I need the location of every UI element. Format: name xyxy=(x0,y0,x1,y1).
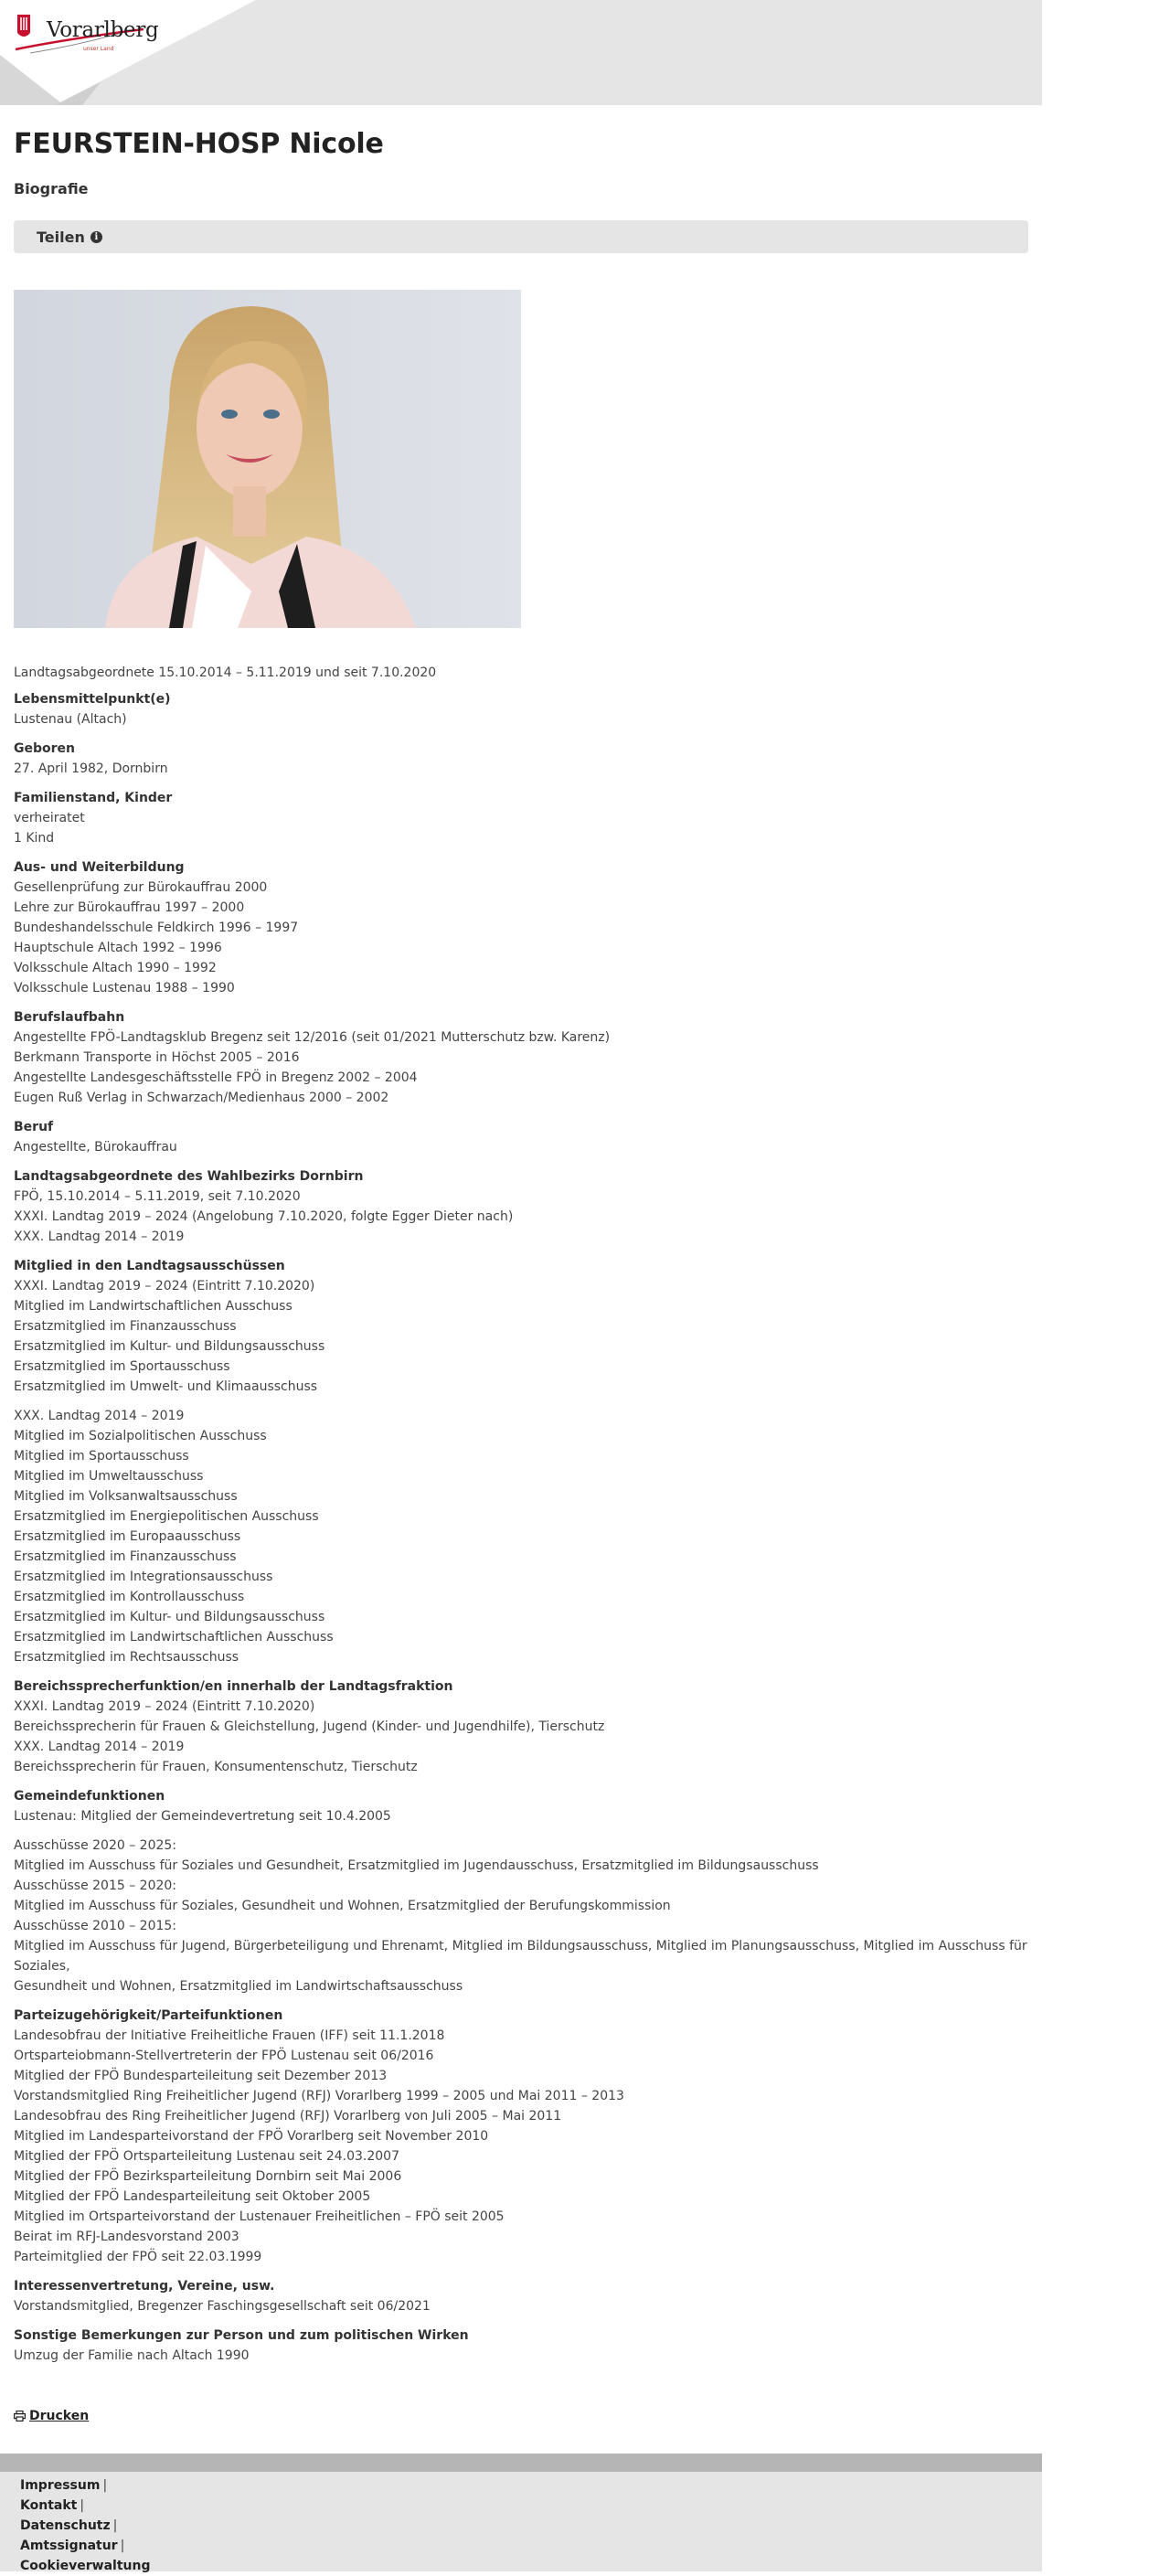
footer-link-impressum[interactable]: Impressum xyxy=(20,2478,101,2493)
bio-section xyxy=(14,689,1028,729)
bio-section-title: Geboren xyxy=(14,741,75,756)
bio-line: Ersatzmitglied im Integrationsausschuss xyxy=(14,1570,273,1584)
bio-line: Bundeshandelsschule Feldkirch 1996 – 1997 xyxy=(14,921,299,935)
bio-line: Landesobfrau der Initiative Freiheitliche Frauen (IFF) seit 11.1.2018 xyxy=(14,2028,445,2043)
bio-section xyxy=(14,1117,1028,1157)
site-header xyxy=(0,0,1042,105)
footer-separator: | xyxy=(102,2478,108,2493)
bio-line: XXX. Landtag 2014 – 2019 xyxy=(14,1740,185,1754)
bio-line: Umzug der Familie nach Altach 1990 xyxy=(14,2348,250,2363)
footer-item xyxy=(20,2556,1042,2576)
bio-line: Beirat im RFJ-Landesvorstand 2003 xyxy=(14,2230,239,2244)
footer-divider xyxy=(0,2454,1042,2472)
bio-line: Vorstandsmitglied, Bregenzer Faschingsgesellschaft seit 06/2021 xyxy=(14,2299,431,2314)
bio-line: Eugen Ruß Verlag in Schwarzach/Medienhaus 2000 – 2002 xyxy=(14,1091,389,1105)
info-icon: i xyxy=(90,231,102,243)
footer-item xyxy=(20,2536,1042,2556)
page-title: FEURSTEIN-HOSP Nicole xyxy=(14,128,384,160)
bio-line: Ersatzmitglied im Kultur- und Bildungsausschuss xyxy=(14,1610,325,1624)
bio-line: Ersatzmitglied im Landwirtschaftlichen Ausschuss xyxy=(14,1630,334,1645)
bio-section xyxy=(14,788,1028,848)
bio-line: Volksschule Lustenau 1988 – 1990 xyxy=(14,981,235,995)
bio-section xyxy=(14,1786,1028,1996)
bio-section xyxy=(14,2006,1028,2267)
footer-link-amtssignatur[interactable]: Amtssignatur xyxy=(20,2539,118,2553)
bio-section xyxy=(14,1007,1028,1108)
footer-item xyxy=(20,2475,1042,2496)
bio-line: Mitglied im Sportausschuss xyxy=(14,1449,189,1464)
printer-icon xyxy=(14,2411,26,2422)
bio-section-title: Beruf xyxy=(14,1120,54,1134)
bio-section xyxy=(14,1256,1028,1667)
footer-link-datenschutz[interactable]: Datenschutz xyxy=(20,2518,111,2533)
bio-line: Ausschüsse 2010 – 2015: xyxy=(14,1919,177,1933)
bio-section-title: Berufslaufbahn xyxy=(14,1010,125,1025)
bio-line: Mitglied der FPÖ Bundesparteileitung seit Dezember 2013 xyxy=(14,2069,388,2083)
bio-line: Ersatzmitglied im Energiepolitischen Ausschuss xyxy=(14,1509,319,1524)
footer-item xyxy=(20,2516,1042,2536)
bio-line: XXXI. Landtag 2019 – 2024 (Angelobung 7.10.2020, folgte Egger Dieter nach) xyxy=(14,1209,514,1224)
bio-line: 27. April 1982, Dornbirn xyxy=(14,761,168,776)
bio-section-title: Gemeindefunktionen xyxy=(14,1789,165,1804)
bio-line: Berkmann Transporte in Höchst 2005 – 2016 xyxy=(14,1050,300,1065)
page-subtitle: Biografie xyxy=(14,180,89,197)
bio-line: Ortsparteiobmann-Stellvertreterin der FPÖ Lustenau seit 06/2016 xyxy=(14,2049,434,2063)
bio-line: Ersatzmitglied im Finanzausschuss xyxy=(14,1549,237,1564)
bio-line: Mitglied der FPÖ Bezirksparteileitung Dornbirn seit Mai 2006 xyxy=(14,2169,402,2184)
bio-section xyxy=(14,2276,1028,2316)
bio-line: XXX. Landtag 2014 – 2019 xyxy=(14,1229,185,1244)
bio-section-title: Landtagsabgeordnete des Wahlbezirks Dornbirn xyxy=(14,1169,364,1184)
bio-line: Gesundheit und Wohnen, Ersatzmitglied im Landwirtschaftsausschuss xyxy=(14,1979,463,1994)
bio-line: Angestellte FPÖ-Landtagsklub Bregenz seit 12/2016 (seit 01/2021 Mutterschutz bzw. Karenz) xyxy=(14,1030,611,1045)
bio-section xyxy=(14,2326,1028,2366)
bio-line: Ersatzmitglied im Kultur- und Bildungsausschuss xyxy=(14,1339,325,1354)
bio-line: Mitglied der FPÖ Landesparteileitung seit Oktober 2005 xyxy=(14,2189,371,2204)
bio-block-gap xyxy=(14,1826,1028,1836)
bio-line: Mitglied im Landesparteivorstand der FPÖ Vorarlberg seit November 2010 xyxy=(14,2129,489,2144)
footer-separator: | xyxy=(80,2498,85,2513)
bio-line: Ausschüsse 2020 – 2025: xyxy=(14,1838,177,1853)
bio-line: Ersatzmitglied im Europaausschuss xyxy=(14,1529,241,1544)
bio-section-title: Mitglied in den Landtagsausschüssen xyxy=(14,1259,285,1273)
bio-line: Mitglied im Sozialpolitischen Ausschuss xyxy=(14,1429,267,1443)
bio-section-title: Lebensmittelpunkt(e) xyxy=(14,692,171,707)
bio-line: Lehre zur Bürokauffrau 1997 – 2000 xyxy=(14,900,245,915)
footer-separator: | xyxy=(112,2518,118,2533)
bio-line: XXX. Landtag 2014 – 2019 xyxy=(14,1409,185,1423)
footer-separator: | xyxy=(120,2539,125,2553)
bio-line: Lustenau: Mitglied der Gemeindevertretung seit 10.4.2005 xyxy=(14,1809,391,1824)
bio-section-title: Sonstige Bemerkungen zur Person und zum politischen Wirken xyxy=(14,2328,469,2343)
bio-line: FPÖ, 15.10.2014 – 5.11.2019, seit 7.10.2020 xyxy=(14,1189,301,1204)
bio-section-title: Parteizugehörigkeit/Parteifunktionen xyxy=(14,2008,283,2023)
logo-text: Vorarlberg xyxy=(47,18,159,42)
bio-section xyxy=(14,1677,1028,1777)
bio-line: Mitglied im Volksanwaltsausschuss xyxy=(14,1489,238,1504)
bio-section-title: Aus- und Weiterbildung xyxy=(14,860,185,875)
logo-subtext: unser Land xyxy=(83,46,114,52)
intro-text: Landtagsabgeordnete 15.10.2014 – 5.11.2019 und seit 7.10.2020 xyxy=(14,665,437,680)
bio-section xyxy=(14,857,1028,998)
portrait-photo xyxy=(14,290,521,628)
bio-section-title: Familienstand, Kinder xyxy=(14,791,173,805)
bio-block-gap xyxy=(14,1397,1028,1406)
footer-item xyxy=(20,2496,1042,2516)
bio-line: Mitglied der FPÖ Ortsparteileitung Lustenau seit 24.03.2007 xyxy=(14,2149,399,2164)
main-content xyxy=(14,105,1028,2425)
bio-line: Bereichssprecherin für Frauen & Gleichstellung, Jugend (Kinder- und Jugendhilfe), Tierschutz xyxy=(14,1719,605,1734)
site-footer xyxy=(0,2472,1042,2571)
bio-section-title: Bereichssprecherfunktion/en innerhalb der Landtagsfraktion xyxy=(14,1679,453,1694)
bio-line: Parteimitglied der FPÖ seit 22.03.1999 xyxy=(14,2250,262,2264)
print-label: Drucken xyxy=(29,2409,90,2423)
bio-section xyxy=(14,1166,1028,1247)
bio-line: Hauptschule Altach 1992 – 1996 xyxy=(14,941,222,955)
bio-section-title: Interessenvertretung, Vereine, usw. xyxy=(14,2279,275,2294)
footer-link-kontakt[interactable]: Kontakt xyxy=(20,2498,78,2513)
bio-line: Landesobfrau des Ring Freiheitlicher Jugend (RFJ) Vorarlberg von Juli 2005 – Mai 2011 xyxy=(14,2109,562,2124)
bio-line: Gesellenprüfung zur Bürokauffrau 2000 xyxy=(14,880,268,895)
share-label: Teilen xyxy=(37,228,85,246)
bio-section xyxy=(14,739,1028,779)
bio-line: Ersatzmitglied im Kontrollausschuss xyxy=(14,1590,245,1604)
bio-line: Angestellte, Bürokauffrau xyxy=(14,1140,177,1155)
bio-line: Mitglied im Umweltausschuss xyxy=(14,1469,204,1484)
bio-line: XXXI. Landtag 2019 – 2024 (Eintritt 7.10.2020) xyxy=(14,1279,315,1293)
bio-line: Mitglied im Ausschuss für Jugend, Bürgerbeteiligung und Ehrenamt, Mitglied im Bildungsausschuss, Mitglied im Planungsausschuss, Mitglied im Ausschuss für Soziales, xyxy=(14,1939,1027,1974)
bio-line: Ersatzmitglied im Sportausschuss xyxy=(14,1359,230,1374)
bio-line: Ersatzmitglied im Umwelt- und Klimaausschuss xyxy=(14,1379,318,1394)
bio-line: Mitglied im Landwirtschaftlichen Ausschuss xyxy=(14,1299,292,1314)
bio-line: verheiratet xyxy=(14,811,85,825)
bio-line: Ausschüsse 2015 – 2020: xyxy=(14,1879,177,1893)
bio-line: Mitglied im Ausschuss für Soziales, Gesundheit und Wohnen, Ersatzmitglied der Berufungskommission xyxy=(14,1899,671,1913)
vorarlberg-logo[interactable] xyxy=(14,11,159,57)
bio-line: Volksschule Altach 1990 – 1992 xyxy=(14,961,217,975)
bio-line: Mitglied im Ausschuss für Soziales und Gesundheit, Ersatzmitglied im Jugendausschuss, Ersatzmitglied im Bildungsausschuss xyxy=(14,1858,819,1873)
bio-line: XXXI. Landtag 2019 – 2024 (Eintritt 7.10.2020) xyxy=(14,1699,315,1714)
share-button[interactable] xyxy=(14,220,1028,253)
bio-line: Angestellte Landesgeschäftsstelle FPÖ in Bregenz 2002 – 2004 xyxy=(14,1070,418,1085)
bio-line: Lustenau (Altach) xyxy=(14,712,127,727)
bio-line: Bereichssprecherin für Frauen, Konsumentenschutz, Tierschutz xyxy=(14,1760,418,1774)
bio-line: Ersatzmitglied im Rechtsausschuss xyxy=(14,1650,239,1665)
bio-line: Mitglied im Ortsparteivorstand der Lustenauer Freiheitlichen – FPÖ seit 2005 xyxy=(14,2209,505,2224)
biography-sections xyxy=(14,689,1028,2366)
footer-link-cookieverwaltung[interactable]: Cookieverwaltung xyxy=(20,2559,151,2573)
bio-line: Ersatzmitglied im Finanzausschuss xyxy=(14,1319,237,1334)
bio-line: Vorstandsmitglied Ring Freiheitlicher Jugend (RFJ) Vorarlberg 1999 – 2005 und Mai 2011 – 2013 xyxy=(14,2089,624,2103)
bio-line: 1 Kind xyxy=(14,831,55,846)
print-link[interactable] xyxy=(14,2409,89,2423)
